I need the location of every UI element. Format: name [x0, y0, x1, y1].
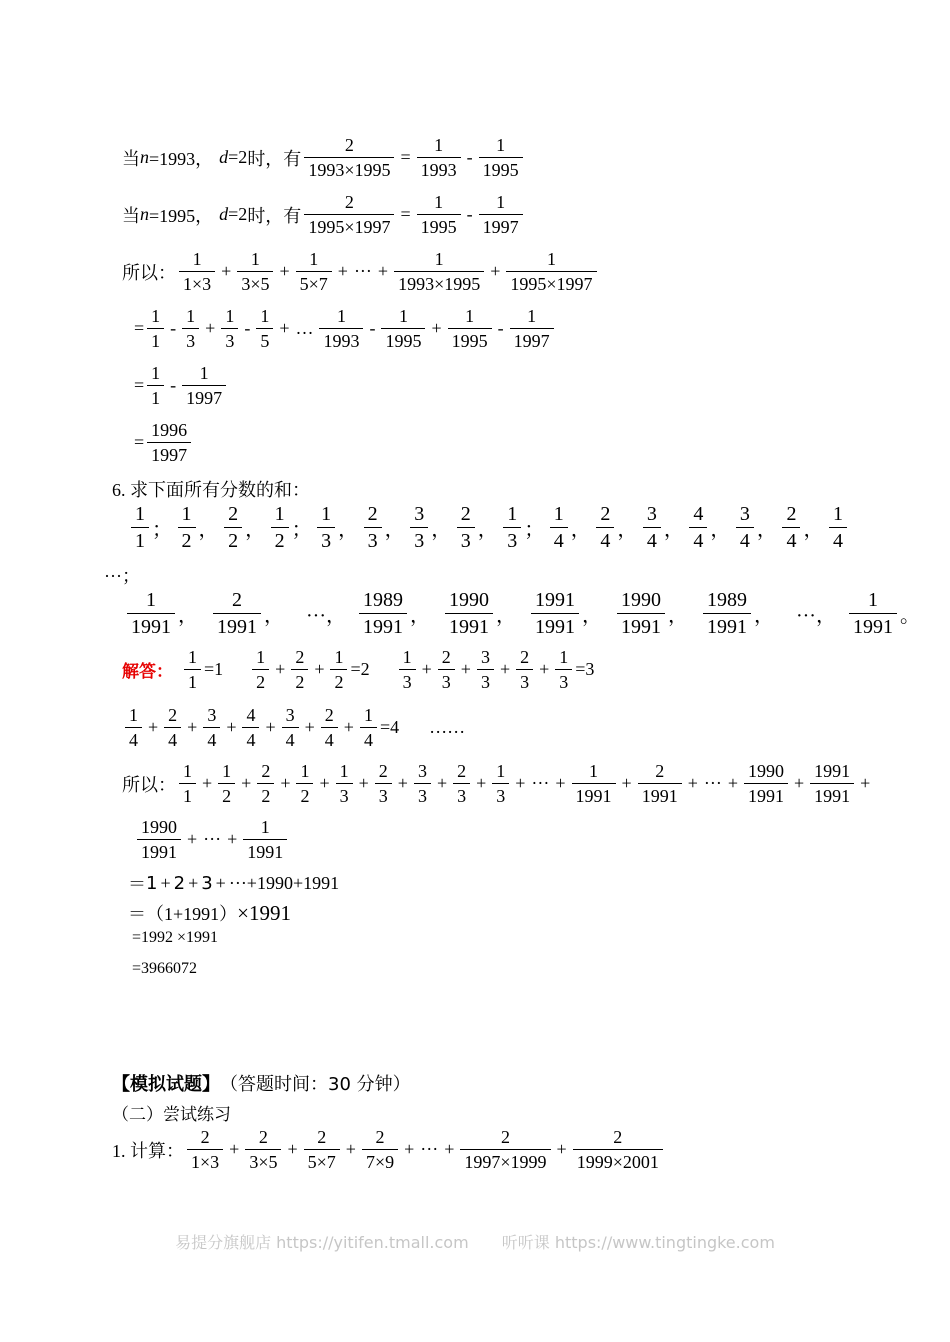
term: 2 — [173, 872, 186, 894]
fraction: $\frac{1}{2}$ — [178, 504, 196, 551]
plus: + — [280, 773, 291, 793]
fraction: $\frac{1990}{1991}$ — [445, 590, 493, 637]
fraction: $\frac{2}{1991}$ — [213, 590, 261, 637]
fraction: $\frac{2}{3}$ — [438, 648, 455, 691]
plus: + — [397, 773, 408, 793]
fraction: $\frac{2}{4}$ — [782, 504, 800, 551]
equals: = — [134, 432, 145, 452]
fraction: $\frac{1}{2}$ — [252, 648, 269, 691]
fraction: $\frac{1}{2}$ — [218, 762, 235, 805]
text: 时，有 — [247, 148, 302, 169]
plus: + — [241, 773, 252, 793]
problem-label: 1. 计算： — [112, 1140, 184, 1161]
fraction: $\frac{1}{1}$ — [147, 364, 164, 407]
plus: + — [160, 872, 171, 893]
term: =3966072 — [132, 960, 198, 977]
answer-line-1 — [122, 648, 594, 691]
equals: ＝ — [128, 904, 146, 924]
separator: ， — [264, 605, 284, 627]
fraction: $\frac{1}{2}$ — [330, 648, 347, 691]
footer-store-link[interactable]: 易提分旗舰店 https://yitifen.tmall.com — [175, 1233, 469, 1252]
fraction: $\frac{1}{1993}$ — [417, 136, 461, 179]
sum-series-line — [122, 250, 600, 293]
group-sum-1 — [181, 648, 223, 691]
fraction: $\frac{1991}{1991}$ — [531, 590, 579, 637]
answer-label: 解答： — [122, 662, 173, 682]
practice-heading — [112, 1100, 231, 1125]
equals: = — [400, 204, 411, 224]
fraction: $\frac{1}{1991}$ — [849, 590, 897, 637]
derivation-line-2 — [122, 193, 526, 236]
plus: + — [794, 773, 805, 793]
fraction: $\frac{1991}{1991}$ — [810, 762, 854, 805]
plus: + — [226, 717, 237, 737]
label: 所以： — [122, 774, 176, 795]
separator: ， — [477, 519, 498, 541]
plus: + — [304, 717, 315, 737]
fraction: $\frac{2}{7\times 9}$ — [362, 1128, 398, 1171]
fraction: $\frac{2}{3}$ — [516, 648, 533, 691]
fraction: $\frac{3}{4}$ — [736, 504, 754, 551]
section-subtitle: （二）尝试练习 — [112, 1105, 231, 1124]
plus: + — [431, 318, 442, 338]
fraction: $\frac{1}{1}$ — [131, 504, 149, 551]
separator: ， — [409, 605, 430, 627]
fraction: $\frac{1}{1997}$ — [182, 364, 226, 407]
plus: + — [148, 717, 159, 737]
equals: = — [134, 318, 145, 338]
fraction: $\frac{1}{1993}$ — [319, 307, 363, 350]
sum-line-2 — [134, 818, 290, 861]
step-4 — [132, 960, 197, 978]
separator: ， — [245, 519, 266, 541]
fraction: $\frac{1}{1991}$ — [243, 818, 287, 861]
separator: ， — [495, 605, 516, 627]
fraction: $\frac{2}{1995\times 1997}$ — [304, 193, 394, 236]
plus: + — [460, 659, 471, 679]
sum-line-1 — [122, 762, 873, 805]
ellipsis: … — [295, 318, 314, 338]
answer-line-2 — [122, 706, 465, 749]
separator: ， — [803, 519, 824, 541]
separator: ， — [338, 519, 359, 541]
separator: ， — [198, 519, 219, 541]
fraction: $\frac{1}{1995}$ — [448, 307, 492, 350]
fraction: $\frac{2}{3}$ — [457, 504, 475, 551]
text: =2 — [228, 147, 248, 167]
fraction: $\frac{2}{1997\times 1999}$ — [460, 1128, 550, 1171]
plus: + — [229, 1139, 240, 1159]
fraction: $\frac{1}{4}$ — [829, 504, 847, 551]
var-n: n — [140, 204, 149, 224]
fraction: $\frac{1}{1}$ — [179, 762, 196, 805]
fraction: $\frac{2}{2}$ — [257, 762, 274, 805]
text: 时，有 — [247, 205, 302, 226]
text: =2 — [228, 204, 248, 224]
separator: ， — [756, 519, 777, 541]
fraction: $\frac{1}{1997}$ — [510, 307, 554, 350]
fraction: $\frac{2}{1993\times 1995}$ — [304, 136, 394, 179]
derivation-line-1 — [122, 136, 526, 179]
fraction: $\frac{1990}{1991}$ — [617, 590, 665, 637]
ellipsis: …… — [429, 717, 466, 737]
plus: + — [188, 872, 199, 893]
step-1 — [128, 870, 339, 896]
ellipsis: ··· — [353, 261, 372, 281]
separator: ， — [570, 519, 591, 541]
fraction: $\frac{1}{1995\times 1997}$ — [506, 250, 596, 293]
fraction: $\frac{3}{3}$ — [414, 762, 431, 805]
term: ×1991 — [237, 900, 291, 925]
fraction: $\frac{2}{1\times 3}$ — [187, 1128, 223, 1171]
text: 当 — [122, 205, 140, 226]
fraction: $\frac{4}{4}$ — [689, 504, 707, 551]
plus: + — [275, 659, 286, 679]
separator: ， — [178, 605, 198, 627]
plus: + — [221, 261, 232, 281]
plus: + — [556, 1139, 567, 1159]
result-line-1 — [134, 364, 229, 407]
separator: ， — [617, 519, 638, 541]
minus: - — [466, 147, 473, 167]
fraction: $\frac{2}{1999\times 2001}$ — [573, 1128, 663, 1171]
fraction: $\frac{1}{3}$ — [492, 762, 509, 805]
plus: + — [287, 1139, 298, 1159]
fraction: $\frac{2}{3\times 5}$ — [245, 1128, 281, 1171]
separator: ， — [710, 519, 731, 541]
footer-course-link[interactable]: 听听课 https://www.tingtingke.com — [501, 1233, 775, 1252]
plus: + — [279, 261, 290, 281]
fraction: $\frac{2}{3}$ — [364, 504, 382, 551]
fraction: $\frac{2}{2}$ — [224, 504, 242, 551]
fraction: $\frac{1}{3}$ — [336, 762, 353, 805]
fraction: $\frac{1989}{1991}$ — [703, 590, 751, 637]
footer-watermark — [0, 1230, 950, 1253]
plus: + — [202, 773, 213, 793]
ellipsis: ··· — [203, 829, 222, 849]
plus: + — [555, 773, 566, 793]
plus: + — [444, 1139, 455, 1159]
separator: ； — [524, 519, 545, 541]
result: =1 — [204, 659, 224, 679]
fraction: $\frac{1}{3}$ — [317, 504, 335, 551]
plus: + — [314, 659, 325, 679]
question-6-title — [112, 476, 310, 502]
ellipsis: ···， — [795, 605, 836, 627]
step-3 — [132, 929, 218, 947]
fraction: $\frac{1}{1993\times 1995}$ — [394, 250, 484, 293]
plus: + — [187, 717, 198, 737]
fraction: $\frac{1}{5\times 7}$ — [296, 250, 332, 293]
fraction: $\frac{1}{3}$ — [555, 648, 572, 691]
group-sum-2 — [249, 648, 369, 691]
text: =1995， — [149, 205, 214, 226]
plus: + — [515, 773, 526, 793]
term: （1+1991） — [146, 904, 238, 924]
fraction: $\frac{2}{2}$ — [291, 648, 308, 691]
fraction: $\frac{1}{3}$ — [503, 504, 521, 551]
result: =4 — [379, 717, 400, 737]
term: =1992 ×1991 — [132, 929, 219, 946]
plus: + — [539, 659, 550, 679]
separator: ， — [581, 605, 602, 627]
equals: = — [134, 375, 145, 395]
ellipsis: ···， — [306, 605, 346, 627]
separator: ， — [663, 519, 684, 541]
fraction: $\frac{1996}{1997}$ — [147, 421, 191, 464]
separator: ； — [152, 519, 172, 541]
fraction: $\frac{1}{1\times 3}$ — [179, 250, 215, 293]
fraction: $\frac{1}{1}$ — [184, 648, 201, 691]
fraction: $\frac{1}{1991}$ — [127, 590, 175, 637]
fraction: $\frac{1}{3\times 5}$ — [237, 250, 273, 293]
fraction: $\frac{1}{2}$ — [296, 762, 313, 805]
plus: + — [421, 659, 432, 679]
fraction: $\frac{1989}{1991}$ — [359, 590, 407, 637]
plus: + — [343, 717, 354, 737]
section-title: 【模拟试题】 — [112, 1074, 220, 1095]
plus: + — [860, 773, 871, 793]
plus: + — [490, 261, 501, 281]
fraction: $\frac{1}{1991}$ — [572, 762, 616, 805]
plus: + — [345, 1139, 356, 1159]
plus: + — [265, 717, 276, 737]
fraction: $\frac{3}{3}$ — [410, 504, 428, 551]
fraction: $\frac{1}{1995}$ — [479, 136, 523, 179]
text: =1993， — [149, 148, 214, 169]
equals: = — [400, 147, 411, 167]
fraction: $\frac{2}{4}$ — [164, 706, 181, 749]
question-text: 6. 求下面所有分数的和： — [112, 480, 310, 500]
plus: + — [377, 261, 389, 281]
plus: + — [499, 659, 511, 679]
fraction: $\frac{1}{3}$ — [399, 648, 416, 691]
minus: - — [369, 318, 376, 338]
minus: - — [244, 318, 251, 338]
plus: + — [476, 773, 487, 793]
plus: + — [727, 773, 738, 793]
fraction: $\frac{1}{2}$ — [271, 504, 289, 551]
mock-test-heading — [112, 1070, 411, 1096]
group-sum-3 — [396, 648, 595, 691]
plus: + — [337, 261, 348, 281]
minus: - — [497, 318, 504, 338]
plus: + — [687, 773, 698, 793]
fraction: $\frac{2}{3}$ — [453, 762, 470, 805]
separator: ； — [291, 519, 312, 541]
fraction: $\frac{2}{5\times 7}$ — [304, 1128, 340, 1171]
fraction-list-row-1 — [128, 504, 850, 551]
result: =3 — [575, 659, 595, 679]
plus: + — [279, 318, 290, 338]
plus: + — [621, 773, 632, 793]
fraction: $\frac{1}{4}$ — [550, 504, 568, 551]
result: =2 — [350, 659, 370, 679]
fraction: $\frac{1}{5}$ — [256, 307, 273, 350]
separator: ， — [384, 519, 405, 541]
plus: + — [404, 1139, 415, 1159]
fraction: $\frac{1}{4}$ — [360, 706, 377, 749]
var-d: d — [219, 204, 229, 224]
fraction: $\frac{3}{3}$ — [477, 648, 494, 691]
ellipsis: ···； — [104, 566, 140, 586]
fraction: $\frac{3}{4}$ — [203, 706, 220, 749]
separator: ， — [431, 519, 452, 541]
plus: + — [215, 872, 226, 893]
fraction: $\frac{1}{1995}$ — [381, 307, 425, 350]
plus: + — [319, 773, 330, 793]
plus: + — [436, 773, 448, 793]
fraction: $\frac{2}{1991}$ — [638, 762, 682, 805]
fraction: $\frac{2}{3}$ — [375, 762, 392, 805]
label: 所以： — [122, 262, 176, 283]
term: 1 — [146, 872, 158, 894]
result-line-2 — [134, 421, 194, 464]
term: 3 — [201, 872, 213, 894]
term: ···+1990+1991 — [228, 872, 340, 893]
fraction: $\frac{2}{4}$ — [321, 706, 338, 749]
fraction: $\frac{1}{1995}$ — [417, 193, 461, 236]
fraction-list-continuation — [104, 562, 140, 588]
fraction: $\frac{1}{1997}$ — [479, 193, 523, 236]
ellipsis: ··· — [531, 773, 550, 793]
fraction: $\frac{1990}{1991}$ — [744, 762, 788, 805]
fraction: $\frac{1}{3}$ — [221, 307, 238, 350]
minus: - — [170, 375, 177, 395]
separator: ， — [753, 605, 774, 627]
fraction: $\frac{3}{4}$ — [282, 706, 299, 749]
fraction-list-row-3 — [124, 590, 932, 637]
step-2 — [128, 900, 291, 926]
ellipsis: ··· — [703, 773, 722, 793]
plus: + — [187, 829, 198, 849]
fraction: $\frac{3}{4}$ — [643, 504, 661, 551]
plus: + — [227, 829, 238, 849]
fraction: $\frac{1}{3}$ — [182, 307, 199, 350]
fraction: $\frac{1}{1}$ — [147, 307, 164, 350]
separator: 。 — [899, 605, 920, 627]
plus: + — [205, 318, 216, 338]
time-note: （答题时间：30 分钟） — [220, 1074, 411, 1095]
fraction: $\frac{4}{4}$ — [242, 706, 259, 749]
fraction: $\frac{1}{4}$ — [125, 706, 142, 749]
text: 当 — [122, 148, 140, 169]
equals: ＝ — [128, 874, 146, 894]
fraction: $\frac{1990}{1991}$ — [137, 818, 181, 861]
plus: + — [358, 773, 369, 793]
var-d: d — [219, 147, 229, 167]
minus: - — [170, 318, 177, 338]
problem-1 — [112, 1128, 666, 1171]
separator: ， — [667, 605, 688, 627]
minus: - — [466, 204, 473, 224]
ellipsis: ··· — [420, 1139, 439, 1159]
telescoping-line — [134, 307, 557, 350]
var-n: n — [140, 147, 149, 167]
fraction: $\frac{2}{4}$ — [596, 504, 614, 551]
